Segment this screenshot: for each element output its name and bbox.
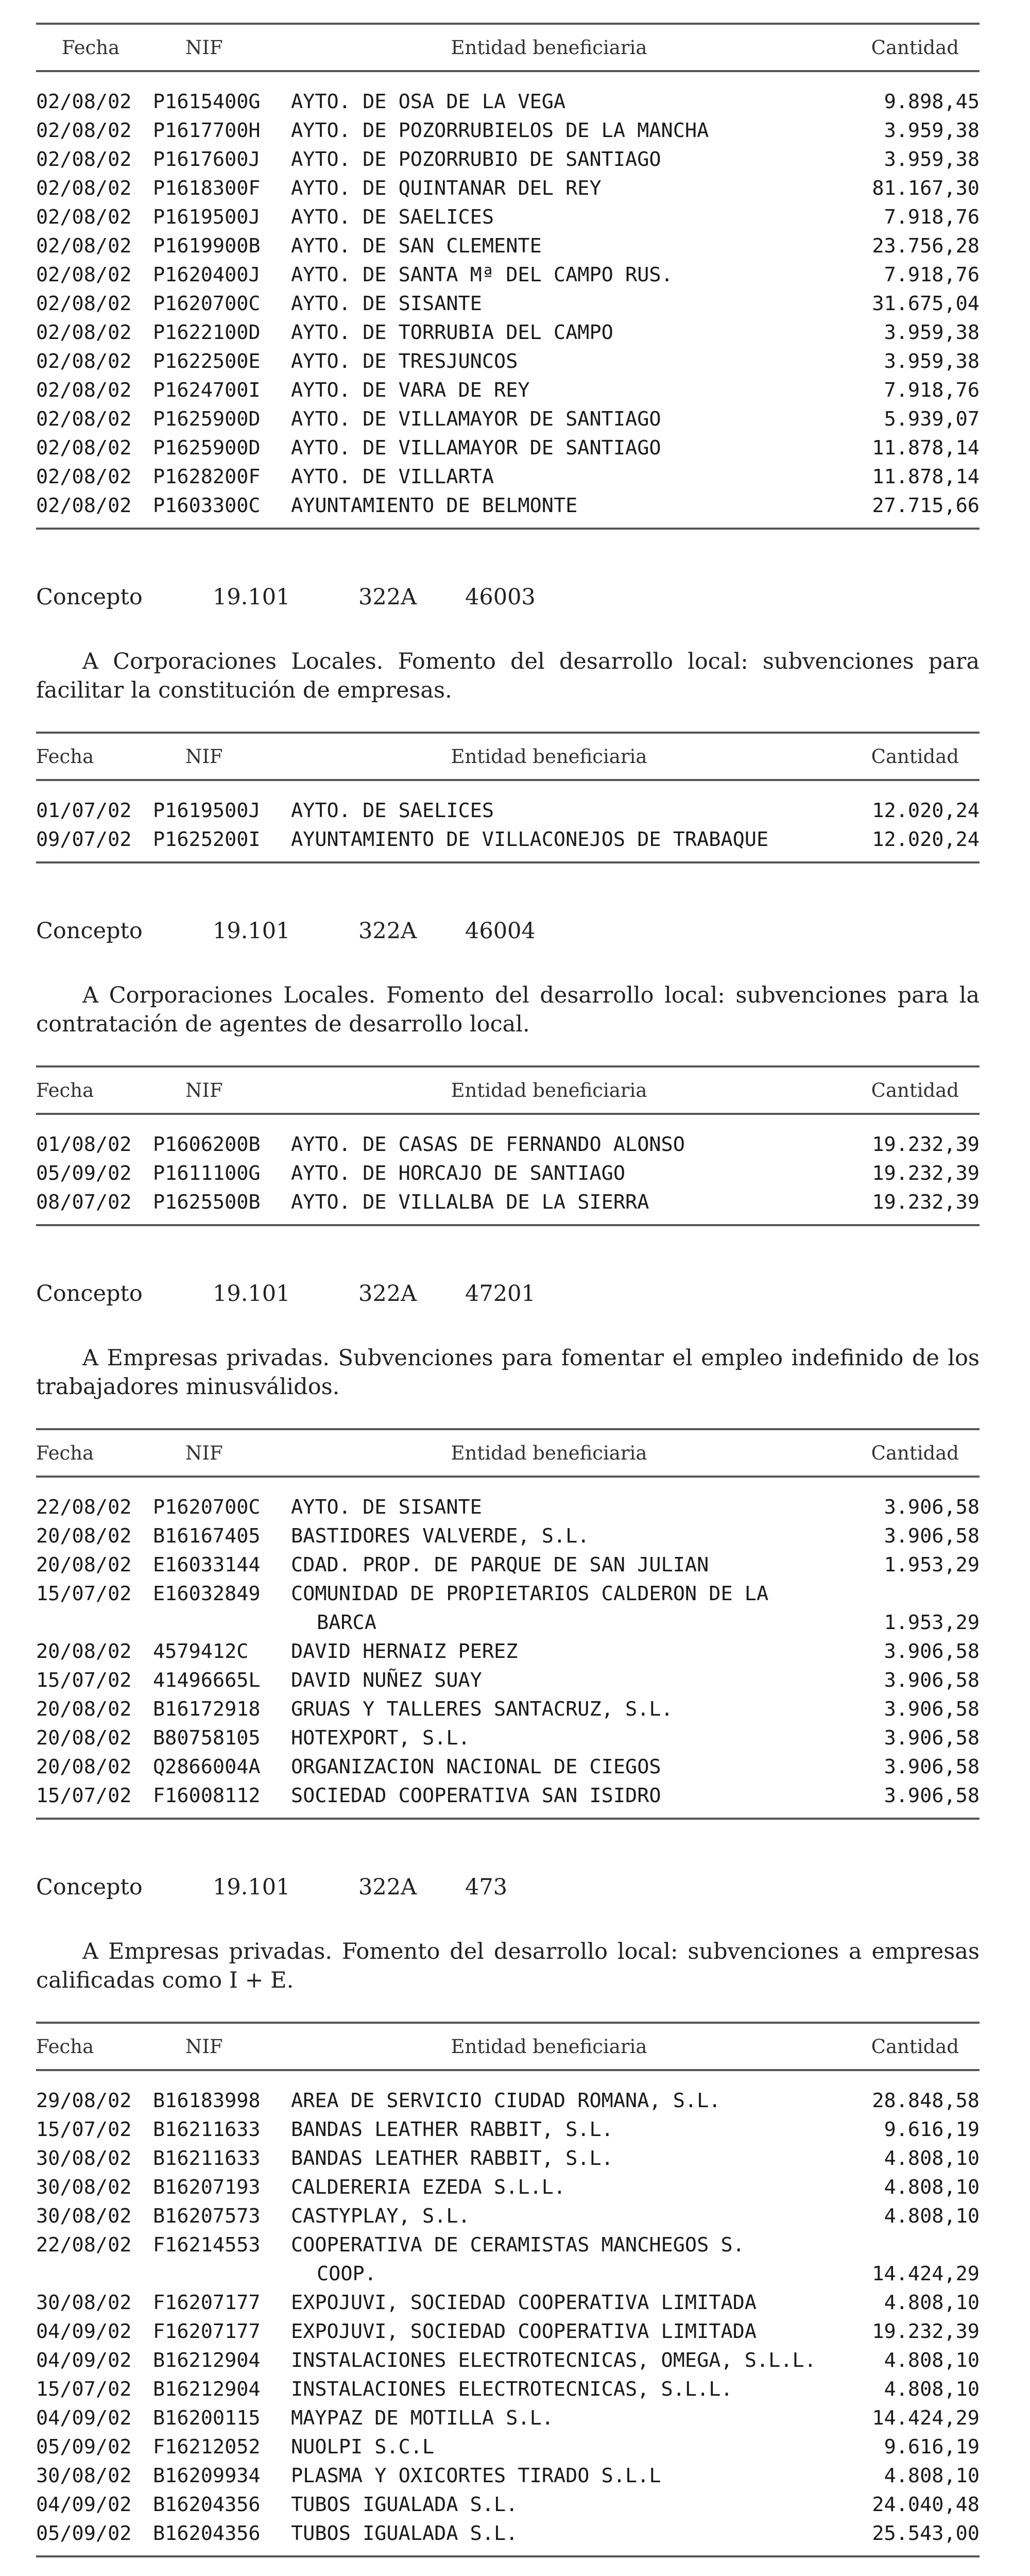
table-row bbox=[36, 1753, 980, 1782]
cell-nif: B16212904 bbox=[153, 2349, 261, 2372]
cell-entidad: BANDAS LEATHER RABBIT, S.L. bbox=[291, 2147, 613, 2170]
table-row bbox=[36, 2231, 980, 2260]
concept-line bbox=[36, 1281, 980, 1312]
cell-cantidad: 3.906,58 bbox=[884, 1524, 980, 1548]
cell-fecha: 02/08/02 bbox=[36, 90, 132, 113]
header-fecha: Fecha bbox=[36, 2035, 94, 2058]
cell-fecha: 20/08/02 bbox=[36, 1726, 132, 1750]
table-row bbox=[36, 88, 980, 116]
concept-program-code: 322A bbox=[358, 1874, 417, 1900]
cell-cantidad: 4.808,10 bbox=[884, 2147, 980, 2170]
table-row bbox=[36, 1130, 980, 1159]
table-header bbox=[36, 2022, 980, 2071]
header-fecha: Fecha bbox=[36, 1442, 94, 1464]
cell-cantidad: 3.906,58 bbox=[884, 1726, 980, 1750]
cell-fecha: 08/07/02 bbox=[36, 1191, 132, 1214]
table-row bbox=[36, 2404, 980, 2433]
cell-fecha: 22/08/02 bbox=[36, 1496, 132, 1519]
cell-fecha: 30/08/02 bbox=[36, 2147, 132, 2170]
cell-entidad: EXPOJUVI, SOCIEDAD COOPERATIVA LIMITADA bbox=[291, 2291, 757, 2314]
table-row bbox=[36, 2317, 980, 2346]
cell-cantidad: 7.918,76 bbox=[884, 379, 980, 402]
concept-item-code: 46004 bbox=[465, 918, 536, 944]
cell-cantidad: 12.020,24 bbox=[872, 799, 980, 822]
cell-nif: B16211633 bbox=[153, 2147, 261, 2170]
concept-description: A Corporaciones Locales. Fomento del desarrollo local: subvenciones para facilitar la constitución de empresas. bbox=[36, 649, 980, 703]
cell-cantidad: 14.424,29 bbox=[872, 2406, 980, 2430]
concept-item-code: 46003 bbox=[465, 584, 536, 610]
cell-fecha: 30/08/02 bbox=[36, 2176, 132, 2199]
cell-entidad: CALDERERIA EZEDA S.L.L. bbox=[291, 2176, 566, 2199]
cell-cantidad-empty bbox=[856, 1580, 980, 1608]
table-row bbox=[36, 2173, 980, 2202]
cell-entidad: AYTO. DE VILLAMAYOR DE SANTIAGO bbox=[291, 408, 661, 431]
table-row bbox=[36, 2346, 980, 2375]
header-fecha: Fecha bbox=[62, 36, 120, 59]
cell-nif: B16200115 bbox=[153, 2406, 261, 2430]
table-row bbox=[36, 1580, 980, 1608]
cell-nif: B16183998 bbox=[153, 2089, 261, 2112]
cell-fecha: 02/08/02 bbox=[36, 234, 132, 258]
cell-entidad: DAVID NUÑEZ SUAY bbox=[291, 1669, 482, 1692]
cell-nif: P1611100G bbox=[153, 1162, 261, 1185]
cell-nif: P1619500J bbox=[153, 799, 261, 822]
table-row bbox=[36, 318, 980, 347]
cell-entidad: AREA DE SERVICIO CIUDAD ROMANA, S.L. bbox=[291, 2089, 721, 2112]
table-header bbox=[36, 732, 980, 781]
header-fecha: Fecha bbox=[36, 1079, 94, 1101]
cell-cantidad: 5.939,07 bbox=[884, 408, 980, 431]
cell-nif: E16033144 bbox=[153, 1553, 261, 1577]
cell-entidad: AYTO. DE SISANTE bbox=[291, 1496, 482, 1519]
cell-fecha: 02/08/02 bbox=[36, 436, 132, 460]
header-cantidad: Cantidad bbox=[871, 2035, 959, 2058]
cell-fecha: 02/08/02 bbox=[36, 177, 132, 200]
cell-entidad: BANDAS LEATHER RABBIT, S.L. bbox=[291, 2118, 613, 2141]
cell-fecha: 20/08/02 bbox=[36, 1553, 132, 1577]
cell-entidad: MAYPAZ DE MOTILLA S.L. bbox=[291, 2406, 554, 2430]
cell-cantidad: 23.756,28 bbox=[872, 234, 980, 258]
cell-entidad: GRUAS Y TALLERES SANTACRUZ, S.L. bbox=[291, 1698, 673, 1721]
cell-nif: F16212052 bbox=[153, 2435, 261, 2459]
cell-nif: P1622100D bbox=[153, 321, 261, 344]
cell-entidad: CASTYPLAY, S.L. bbox=[291, 2205, 470, 2228]
cell-nif: P1620400J bbox=[153, 263, 261, 286]
table-row bbox=[36, 261, 980, 290]
table-row bbox=[36, 232, 980, 261]
cell-fecha: 22/08/02 bbox=[36, 2233, 132, 2257]
header-cantidad: Cantidad bbox=[871, 745, 959, 768]
cell-fecha: 01/07/02 bbox=[36, 799, 132, 822]
cell-cantidad: 19.232,39 bbox=[872, 2320, 980, 2343]
cell-fecha: 02/08/02 bbox=[36, 465, 132, 488]
cell-nif: 4579412C bbox=[153, 1640, 249, 1663]
cell-fecha: 02/08/02 bbox=[36, 408, 132, 431]
cell-nif: E16032849 bbox=[153, 1582, 261, 1605]
cell-cantidad: 3.906,58 bbox=[884, 1496, 980, 1519]
cell-nif: Q2866004A bbox=[153, 1755, 261, 1778]
cell-nif: B16204356 bbox=[153, 2522, 261, 2545]
table-row bbox=[36, 203, 980, 232]
cell-fecha: 04/09/02 bbox=[36, 2349, 132, 2372]
table-body bbox=[36, 1115, 980, 1226]
concept-description: A Empresas privadas. Fomento del desarrollo local: subvenciones a empresas calificadas como I + E. bbox=[36, 1939, 980, 1993]
cell-cantidad: 4.808,10 bbox=[884, 2205, 980, 2228]
header-cantidad: Cantidad bbox=[871, 1079, 959, 1101]
cell-cantidad: 19.232,39 bbox=[872, 1191, 980, 1214]
cell-fecha: 04/09/02 bbox=[36, 2406, 132, 2430]
cell-cantidad: 11.878,14 bbox=[872, 465, 980, 488]
cell-cantidad: 31.675,04 bbox=[872, 292, 980, 315]
concept-description: A Empresas privadas. Subvenciones para fomentar el empleo indefinido de los trabajadores minusválidos. bbox=[36, 1345, 980, 1400]
cell-fecha: 09/07/02 bbox=[36, 828, 132, 851]
header-nif: NIF bbox=[185, 1079, 223, 1101]
cell-fecha: 02/08/02 bbox=[36, 350, 132, 373]
header-nif: NIF bbox=[185, 745, 223, 768]
cell-entidad: SOCIEDAD COOPERATIVA SAN ISIDRO bbox=[291, 1784, 661, 1807]
cell-fecha: 02/08/02 bbox=[36, 494, 132, 517]
cell-cantidad: 3.906,58 bbox=[884, 1784, 980, 1807]
concept-line bbox=[36, 584, 980, 615]
cell-fecha: 04/09/02 bbox=[36, 2320, 132, 2343]
cell-entidad: AYTO. DE OSA DE LA VEGA bbox=[291, 90, 566, 113]
table-row bbox=[36, 290, 980, 318]
cell-entidad: INSTALACIONES ELECTROTECNICAS, S.L.L. bbox=[291, 2378, 733, 2401]
cell-nif: P1625500B bbox=[153, 1191, 261, 1214]
cell-fecha: 30/08/02 bbox=[36, 2205, 132, 2228]
cell-cantidad: 9.616,19 bbox=[884, 2118, 980, 2141]
cell-entidad: COMUNIDAD DE PROPIETARIOS CALDERON DE LA bbox=[291, 1582, 769, 1605]
table-row bbox=[36, 1637, 980, 1666]
table-row bbox=[36, 463, 980, 492]
cell-cantidad: 4.808,10 bbox=[884, 2176, 980, 2199]
cell-nif: B16204356 bbox=[153, 2493, 261, 2516]
cell-fecha: 20/08/02 bbox=[36, 1640, 132, 1663]
cell-entidad: HOTEXPORT, S.L. bbox=[291, 1726, 470, 1750]
cell-fecha: 15/07/02 bbox=[36, 2378, 132, 2401]
cell-entidad: DAVID HERNAIZ PEREZ bbox=[291, 1640, 518, 1663]
cell-cantidad: 3.959,38 bbox=[884, 119, 980, 142]
cell-nif: 41496665L bbox=[153, 1669, 261, 1692]
concept-item-code: 473 bbox=[465, 1874, 508, 1900]
cell-nif: B16209934 bbox=[153, 2464, 261, 2487]
cell-entidad: AYUNTAMIENTO DE BELMONTE bbox=[291, 494, 578, 517]
table-row bbox=[36, 1159, 980, 1188]
table-row bbox=[36, 405, 980, 434]
cell-cantidad: 24.040,48 bbox=[872, 2493, 980, 2516]
table-row-continuation bbox=[36, 1608, 980, 1637]
cell-entidad: COOPERATIVA DE CERAMISTAS MANCHEGOS S. bbox=[291, 2233, 745, 2257]
cell-nif: P1622500E bbox=[153, 350, 261, 373]
cell-fecha: 30/08/02 bbox=[36, 2464, 132, 2487]
cell-cantidad: 7.918,76 bbox=[884, 263, 980, 286]
header-entidad: Entidad beneficiaria bbox=[451, 1079, 647, 1101]
table-header bbox=[36, 1428, 980, 1478]
cell-nif: B80758105 bbox=[153, 1726, 261, 1750]
table-row bbox=[36, 2433, 980, 2462]
cell-cantidad: 12.020,24 bbox=[872, 828, 980, 851]
table-row bbox=[36, 825, 980, 854]
table-row bbox=[36, 2462, 980, 2490]
table-row bbox=[36, 2519, 980, 2548]
cell-cantidad: 28.848,58 bbox=[872, 2089, 980, 2112]
table-row bbox=[36, 145, 980, 174]
continuation-indent bbox=[36, 2260, 317, 2289]
concept-section-code: 19.101 bbox=[213, 918, 290, 944]
table-row bbox=[36, 1724, 980, 1753]
table-row bbox=[36, 434, 980, 463]
table-row bbox=[36, 376, 980, 405]
cell-nif: P1615400G bbox=[153, 90, 261, 113]
cell-cantidad: 4.808,10 bbox=[884, 2464, 980, 2487]
cell-cantidad: 3.906,58 bbox=[884, 1755, 980, 1778]
cell-nif: P1619500J bbox=[153, 206, 261, 229]
cell-entidad: AYTO. DE POZORRUBIELOS DE LA MANCHA bbox=[291, 119, 709, 142]
header-entidad: Entidad beneficiaria bbox=[451, 745, 647, 768]
table-row bbox=[36, 116, 980, 145]
header-nif: NIF bbox=[185, 1442, 223, 1464]
table-row bbox=[36, 2490, 980, 2519]
cell-entidad-continuation: BARCA bbox=[317, 1611, 376, 1634]
header-nif: NIF bbox=[185, 36, 223, 59]
cell-fecha: 02/08/02 bbox=[36, 263, 132, 286]
cell-nif: B16172918 bbox=[153, 1698, 261, 1721]
cell-nif: P1606200B bbox=[153, 1133, 261, 1156]
table-header bbox=[36, 23, 980, 72]
header-fecha: Fecha bbox=[36, 745, 94, 768]
cell-fecha: 02/08/02 bbox=[36, 119, 132, 142]
header-nif: NIF bbox=[185, 2035, 223, 2058]
cell-fecha: 02/08/02 bbox=[36, 206, 132, 229]
concept-line bbox=[36, 918, 980, 949]
table-row bbox=[36, 796, 980, 825]
cell-nif: P1617600J bbox=[153, 148, 261, 171]
cell-cantidad: 4.808,10 bbox=[884, 2349, 980, 2372]
table-row bbox=[36, 1695, 980, 1724]
table-row bbox=[36, 2289, 980, 2317]
cell-fecha: 15/07/02 bbox=[36, 1669, 132, 1692]
cell-entidad: TUBOS IGUALADA S.L. bbox=[291, 2522, 518, 2545]
cell-cantidad: 9.616,19 bbox=[884, 2435, 980, 2459]
cell-entidad: CDAD. PROP. DE PARQUE DE SAN JULIAN bbox=[291, 1553, 709, 1577]
header-entidad: Entidad beneficiaria bbox=[451, 36, 647, 59]
cell-entidad: AYTO. DE VILLAMAYOR DE SANTIAGO bbox=[291, 436, 661, 460]
table-body bbox=[36, 1478, 980, 1820]
cell-fecha: 05/09/02 bbox=[36, 2435, 132, 2459]
cell-fecha: 15/07/02 bbox=[36, 1582, 132, 1605]
cell-cantidad: 3.906,58 bbox=[884, 1698, 980, 1721]
cell-nif: B16167405 bbox=[153, 1524, 261, 1548]
cell-nif: F16207177 bbox=[153, 2320, 261, 2343]
cell-entidad: AYUNTAMIENTO DE VILLACONEJOS DE TRABAQUE bbox=[291, 828, 769, 851]
cell-nif: P1624700I bbox=[153, 379, 261, 402]
cell-nif: P1625200I bbox=[153, 828, 261, 851]
table-row bbox=[36, 1522, 980, 1551]
header-entidad: Entidad beneficiaria bbox=[451, 1442, 647, 1464]
cell-cantidad: 3.959,38 bbox=[884, 148, 980, 171]
cell-cantidad: 4.808,10 bbox=[884, 2378, 980, 2401]
cell-fecha: 20/08/02 bbox=[36, 1698, 132, 1721]
table-header bbox=[36, 1065, 980, 1115]
cell-fecha: 02/08/02 bbox=[36, 379, 132, 402]
cell-cantidad: 7.918,76 bbox=[884, 206, 980, 229]
cell-entidad: AYTO. DE VILLALBA DE LA SIERRA bbox=[291, 1191, 649, 1214]
cell-entidad: AYTO. DE SISANTE bbox=[291, 292, 482, 315]
cell-fecha: 04/09/02 bbox=[36, 2493, 132, 2516]
cell-nif: P1628200F bbox=[153, 465, 261, 488]
cell-cantidad: 11.878,14 bbox=[872, 436, 980, 460]
table-row bbox=[36, 492, 980, 520]
cell-cantidad: 1.953,29 bbox=[884, 1553, 980, 1577]
concept-label: Concepto bbox=[36, 1874, 143, 1900]
header-entidad: Entidad beneficiaria bbox=[451, 2035, 647, 2058]
cell-entidad: AYTO. DE SANTA Mª DEL CAMPO RUS. bbox=[291, 263, 673, 286]
cell-entidad: EXPOJUVI, SOCIEDAD COOPERATIVA LIMITADA bbox=[291, 2320, 757, 2343]
concept-label: Concepto bbox=[36, 584, 143, 610]
concept-section-code: 19.101 bbox=[213, 1874, 290, 1900]
cell-cantidad-empty bbox=[856, 2231, 980, 2260]
cell-entidad: AYTO. DE POZORRUBIO DE SANTIAGO bbox=[291, 148, 661, 171]
cell-nif: F16207177 bbox=[153, 2291, 261, 2314]
cell-entidad: AYTO. DE QUINTANAR DEL REY bbox=[291, 177, 602, 200]
cell-entidad: AYTO. DE VARA DE REY bbox=[291, 379, 530, 402]
cell-entidad: ORGANIZACION NACIONAL DE CIEGOS bbox=[291, 1755, 661, 1778]
cell-cantidad: 3.906,58 bbox=[884, 1640, 980, 1663]
table-row bbox=[36, 1551, 980, 1580]
cell-cantidad: 19.232,39 bbox=[872, 1133, 980, 1156]
table-row bbox=[36, 1782, 980, 1810]
cell-entidad: AYTO. DE CASAS DE FERNANDO ALONSO bbox=[291, 1133, 685, 1156]
cell-nif: P1618300F bbox=[153, 177, 261, 200]
cell-fecha: 20/08/02 bbox=[36, 1755, 132, 1778]
concept-description: A Corporaciones Locales. Fomento del desarrollo local: subvenciones para la contratación de agentes de desarrollo local. bbox=[36, 982, 980, 1037]
cell-entidad: AYTO. DE HORCAJO DE SANTIAGO bbox=[291, 1162, 626, 1185]
table-row bbox=[36, 2115, 980, 2144]
cell-cantidad: 9.898,45 bbox=[884, 90, 980, 113]
cell-cantidad: 25.543,00 bbox=[872, 2522, 980, 2545]
table-body bbox=[36, 2071, 980, 2557]
cell-fecha: 02/08/02 bbox=[36, 321, 132, 344]
table-row bbox=[36, 1666, 980, 1695]
concept-line bbox=[36, 1874, 980, 1905]
cell-fecha: 20/08/02 bbox=[36, 1524, 132, 1548]
cell-nif: F16214553 bbox=[153, 2233, 261, 2257]
cell-nif: P1619900B bbox=[153, 234, 261, 258]
table-row bbox=[36, 2144, 980, 2173]
cell-entidad-continuation: COOP. bbox=[317, 2262, 376, 2285]
cell-fecha: 15/07/02 bbox=[36, 2118, 132, 2141]
table-row bbox=[36, 2202, 980, 2231]
concept-program-code: 322A bbox=[358, 1281, 417, 1307]
table-body bbox=[36, 72, 980, 530]
table-row bbox=[36, 1493, 980, 1522]
cell-cantidad: 14.424,29 bbox=[872, 2262, 980, 2285]
table-row-continuation bbox=[36, 2260, 980, 2289]
cell-nif: P1620700C bbox=[153, 292, 261, 315]
cell-nif: P1625900D bbox=[153, 436, 261, 460]
cell-cantidad: 3.959,38 bbox=[884, 321, 980, 344]
concept-program-code: 322A bbox=[358, 584, 417, 610]
cell-nif: B16207193 bbox=[153, 2176, 261, 2199]
table-row bbox=[36, 174, 980, 203]
cell-cantidad: 81.167,30 bbox=[872, 177, 980, 200]
cell-entidad: TUBOS IGUALADA S.L. bbox=[291, 2493, 518, 2516]
concept-section-code: 19.101 bbox=[213, 1281, 290, 1307]
cell-nif: P1625900D bbox=[153, 408, 261, 431]
cell-entidad: AYTO. DE TORRUBIA DEL CAMPO bbox=[291, 321, 613, 344]
cell-nif: B16207573 bbox=[153, 2205, 261, 2228]
cell-entidad: BASTIDORES VALVERDE, S.L. bbox=[291, 1524, 590, 1548]
cell-fecha: 01/08/02 bbox=[36, 1133, 132, 1156]
cell-nif: F16008112 bbox=[153, 1784, 261, 1807]
cell-entidad: NUOLPI S.C.L bbox=[291, 2435, 435, 2459]
table-body bbox=[36, 781, 980, 863]
concept-item-code: 47201 bbox=[465, 1281, 536, 1307]
cell-fecha: 02/08/02 bbox=[36, 292, 132, 315]
cell-cantidad: 1.953,29 bbox=[884, 1611, 980, 1634]
cell-fecha: 02/08/02 bbox=[36, 148, 132, 171]
cell-nif: P1620700C bbox=[153, 1496, 261, 1519]
header-cantidad: Cantidad bbox=[871, 36, 959, 59]
cell-cantidad: 27.715,66 bbox=[872, 494, 980, 517]
cell-fecha: 15/07/02 bbox=[36, 1784, 132, 1807]
cell-entidad: AYTO. DE TRESJUNCOS bbox=[291, 350, 518, 373]
concept-label: Concepto bbox=[36, 1281, 143, 1307]
table-row bbox=[36, 2375, 980, 2404]
cell-entidad: AYTO. DE SAELICES bbox=[291, 799, 494, 822]
cell-fecha: 29/08/02 bbox=[36, 2089, 132, 2112]
table-row bbox=[36, 2087, 980, 2115]
concept-label: Concepto bbox=[36, 918, 143, 944]
table-row bbox=[36, 347, 980, 376]
cell-nif: P1617700H bbox=[153, 119, 261, 142]
cell-cantidad: 3.906,58 bbox=[884, 1669, 980, 1692]
concept-section-code: 19.101 bbox=[213, 584, 290, 610]
continuation-indent bbox=[36, 1608, 317, 1637]
cell-nif: B16211633 bbox=[153, 2118, 261, 2141]
cell-entidad: AYTO. DE VILLARTA bbox=[291, 465, 494, 488]
cell-entidad: INSTALACIONES ELECTROTECNICAS, OMEGA, S.L.L. bbox=[291, 2349, 816, 2372]
document-page bbox=[36, 23, 980, 2557]
cell-nif: P1603300C bbox=[153, 494, 261, 517]
cell-fecha: 05/09/02 bbox=[36, 2522, 132, 2545]
cell-cantidad: 19.232,39 bbox=[872, 1162, 980, 1185]
header-cantidad: Cantidad bbox=[871, 1442, 959, 1464]
cell-entidad: AYTO. DE SAN CLEMENTE bbox=[291, 234, 542, 258]
concept-program-code: 322A bbox=[358, 918, 417, 944]
cell-cantidad: 3.959,38 bbox=[884, 350, 980, 373]
cell-nif: B16212904 bbox=[153, 2378, 261, 2401]
cell-fecha: 05/09/02 bbox=[36, 1162, 132, 1185]
cell-entidad: PLASMA Y OXICORTES TIRADO S.L.L bbox=[291, 2464, 661, 2487]
cell-fecha: 30/08/02 bbox=[36, 2291, 132, 2314]
cell-entidad: AYTO. DE SAELICES bbox=[291, 206, 494, 229]
cell-cantidad: 4.808,10 bbox=[884, 2291, 980, 2314]
table-row bbox=[36, 1188, 980, 1217]
